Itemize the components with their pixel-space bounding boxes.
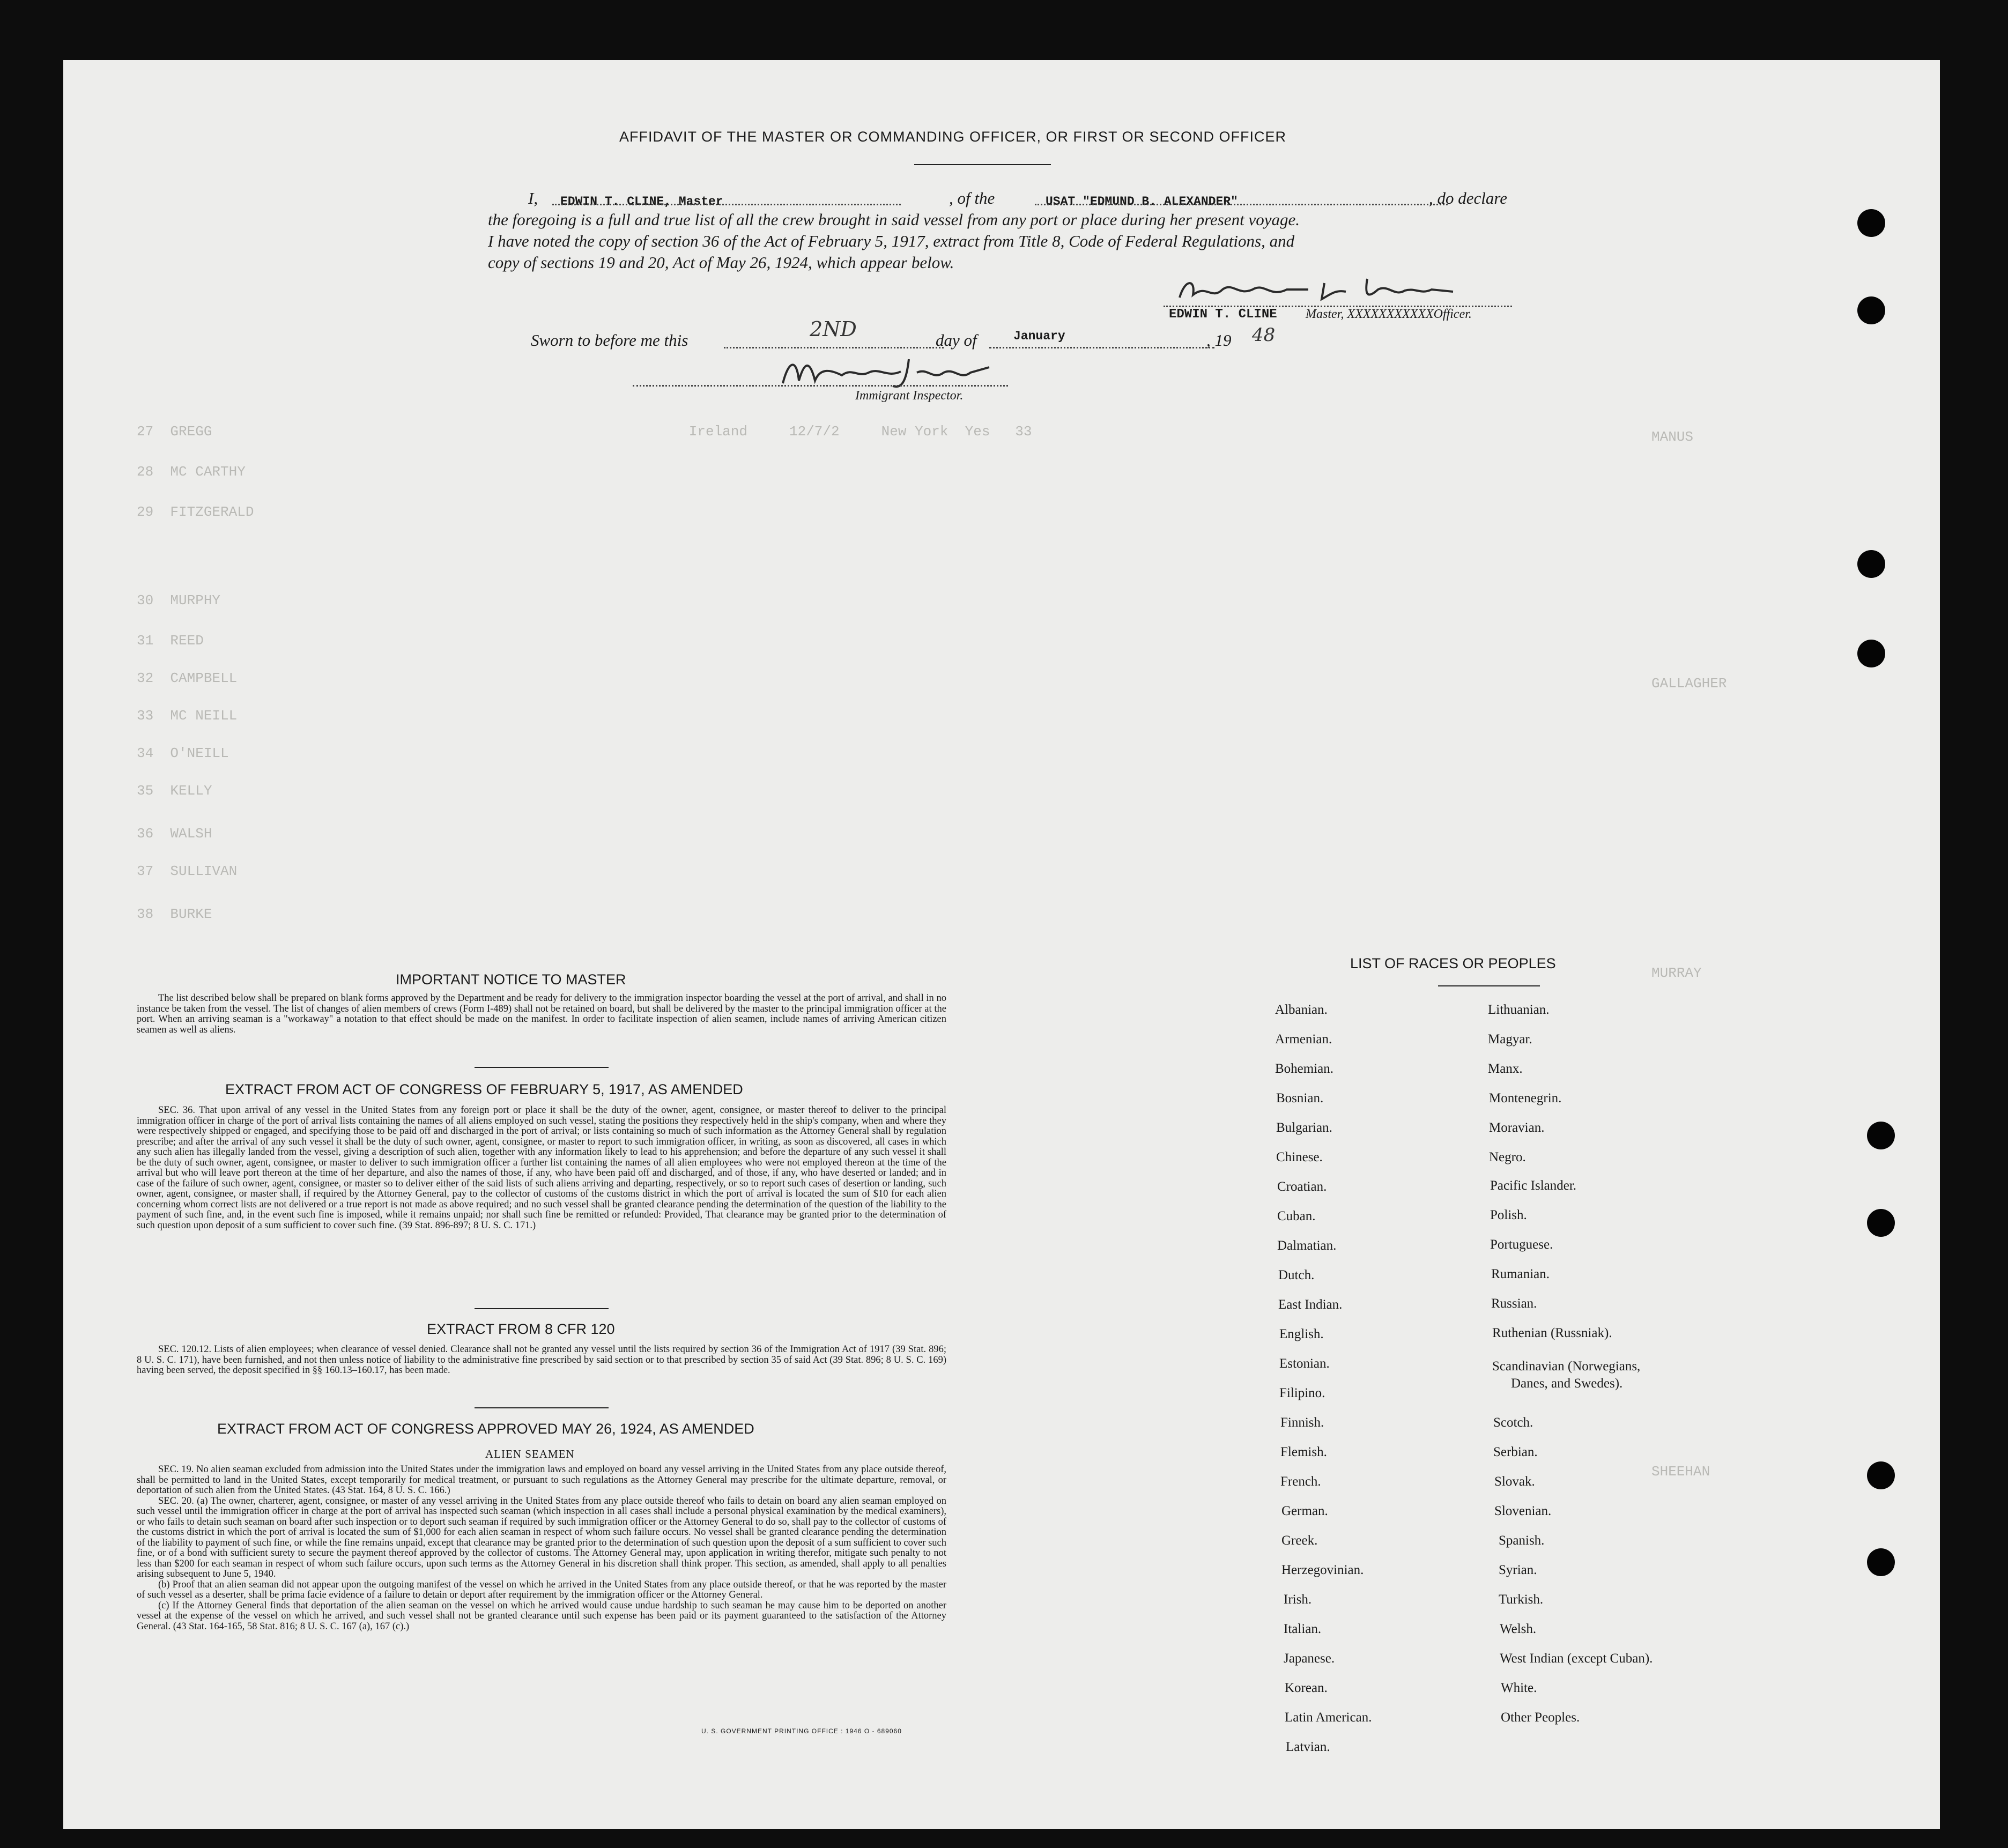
important-notice-text: The list described below shall be prepared on blank forms approved by the Department and be ready for delivery to the immigration inspector boarding the vessel at the port of arrival, and shall in no instance be taken from the vessel. The list of changes of alien members of crews (Form I-489) shall not be retained on board, but shall be delivered by the master to the principal immigration officer at the port. When an arriving seaman is a "workaway" a notation to that effect should be made on the manifest. In order to facilitate inspection of alien seamen, include names of arriving American citizen seamen as well as aliens.	[137, 993, 946, 1035]
race-item: Russian.	[1491, 1296, 1537, 1311]
race-item: Irish.	[1284, 1592, 1312, 1607]
sworn-day-value: 2ND	[810, 317, 857, 341]
race-item: Other Peoples.	[1501, 1710, 1580, 1725]
race-item: German.	[1281, 1504, 1328, 1518]
race-item: Negro.	[1489, 1150, 1526, 1164]
extract-1924-title: EXTRACT FROM ACT OF CONGRESS APPROVED MAY 26, 1924, AS AMENDED	[217, 1421, 754, 1437]
race-item: Croatian.	[1277, 1179, 1327, 1194]
race-item: Syrian.	[1499, 1563, 1537, 1577]
race-item: Dutch.	[1278, 1268, 1315, 1282]
binder-hole	[1867, 1548, 1895, 1576]
extract-1917-text: SEC. 36. That upon arrival of any vessel in the United States from any foreign port or place it shall be the duty of the owner, agent, consignee, or master thereof to deliver to the principal immigration officer in charge of the port of arrival lists containing the names of all aliens employed on such vessel, stating the positions they respectively held in the ship's company, when and where they were respectively shipped or engaged, and specifying those to be paid off and discharged in the port of arrival; or lists containing so much of such information as the Attorney General shall by regulation prescribe; and after the arrival of any such vessel it shall be the duty of such owner, agent, consignee, or master to report to such immigration officer, in writing, as soon as discovered, all cases in which any such alien has illegally landed from the vessel, giving a description of such alien, together with any information likely to lead to his apprehension; and before the departure of any such vessel it shall be the duty of such owner, agent, consignee, or master to deliver to such immigration officer a further list containing the names of all alien employees who were not employed thereon at the time of the arrival but who will leave port thereon at the time of her departure, and also the names of those, if any, who have been paid off and discharged, and of those, if any, who have deserted or landed; and in case of the failure of such owner, agent, consignee, or master so to deliver either of the said lists of such aliens arriving and departing, respectively, or so to report such cases of desertion or landing, such owner, agent, consignee, or master shall, if required by the Attorney General, pay to the collector of customs of the customs district in which the port of arrival is located the sum of $10 for each alien concerning whom correct lists are not delivered or a true report is not made as above required; and no such vessel shall be granted clearance pending the determination of the question of the liability to the payment of such fine, and, in the event such fine is imposed, while it remains unpaid; nor shall such fine be remitted or refunded: Provided, That clearance may be granted prior to the determination of such question upon deposit of a sum sufficient to cover such fine. (39 Stat. 896-897; 8 U. S. C. 171.)	[137, 1105, 946, 1231]
sec-20a-text: SEC. 20. (a) The owner, charterer, agent, consignee, or master of any vessel arriving in the United States from any place outside thereof who fails to detain on board any alien seaman employed on such vessel until the immigration officer in charge at the port of arrival has inspected such seaman (which inspection in all cases shall include a personal physical examination by the medical examiners), or who fails to detain such seaman on board after such inspection or to deport such seaman if required by such immigration officer or the Attorney General to do so, shall pay to the collector of customs of the customs district in which the port of arrival is located the sum of $1,000 for each alien seaman in respect of whom such failure occurs. No vessel shall be granted clearance pending the determination of the liability to payment of such fine, or while the fine remains unpaid, except that clearance may be granted prior to the determination of such question upon the deposit of a sum sufficient to cover such fine, or of a bond with sufficient surety to secure the payment thereof approved by the collector of customs. The Attorney General may, upon application in writing therefor, mitigate such penalty to not less than $200 for each seaman in respect of whom such failure occurs, upon such terms as the Attorney General in his discretion shall think proper. This section, as amended, shall apply to all penalties arising subsequent to June 5, 1940.	[137, 1495, 946, 1579]
race-item: Dalmatian.	[1277, 1238, 1337, 1253]
race-item: Slovak.	[1494, 1474, 1535, 1489]
signature-line	[1164, 306, 1512, 307]
sworn-day-line	[724, 347, 944, 348]
race-item: East Indian.	[1278, 1297, 1343, 1312]
binder-hole	[1867, 1122, 1895, 1149]
race-item: Filipino.	[1279, 1386, 1325, 1400]
i-label: I,	[528, 189, 538, 207]
sworn-label: Sworn to before me this	[531, 331, 688, 350]
race-item: Manx.	[1488, 1062, 1523, 1076]
race-item: Magyar.	[1488, 1032, 1532, 1047]
race-item: Serbian.	[1493, 1445, 1538, 1459]
inspector-line	[633, 385, 1008, 387]
race-item: Portuguese.	[1490, 1237, 1553, 1252]
race-item: Armenian.	[1275, 1032, 1332, 1047]
inspector-signature	[772, 351, 997, 394]
sec-19-text: SEC. 19. No alien seaman excluded from admission into the United States under the immigration laws and employed on board any vessel arriving in the United States from any place outside thereof, shall be permitted to land in the United States, except temporarily for medical treatment, or pursuant to such regulations as the Attorney General may prescribe for the ultimate departure, removal, or deportation of such alien from the United States. (43 Stat. 164, 8 U. S. C. 166.)	[137, 1464, 946, 1496]
race-item: White.	[1501, 1681, 1537, 1695]
race-item: Finnish.	[1280, 1415, 1324, 1430]
year-prefix-label: , 19	[1206, 331, 1232, 350]
binder-hole	[1867, 1461, 1895, 1489]
race-item: Latin American.	[1285, 1710, 1372, 1725]
race-item: Polish.	[1490, 1208, 1527, 1222]
race-item: Greek.	[1281, 1533, 1318, 1548]
affidavit-line-3: I have noted the copy of section 36 of the Act of February 5, 1917, extract from Title 8, Code of Federal Regulations, and	[488, 232, 1295, 250]
race-item: Japanese.	[1284, 1651, 1335, 1666]
extract-cfr-title: EXTRACT FROM 8 CFR 120	[427, 1321, 615, 1337]
race-item: Latvian.	[1286, 1740, 1330, 1754]
divider	[475, 1407, 609, 1408]
important-notice-title: IMPORTANT NOTICE TO MASTER	[396, 971, 626, 988]
master-name-value: EDWIN T. CLINE, Master	[560, 195, 723, 209]
binder-hole	[1857, 209, 1885, 237]
race-item: Ruthenian (Russniak).	[1492, 1326, 1612, 1340]
race-item: Bosnian.	[1276, 1091, 1324, 1105]
race-item: Pacific Islander.	[1490, 1178, 1577, 1193]
race-item: Scandinavian (Norwegians,	[1492, 1359, 1641, 1374]
affidavit-title: AFFIDAVIT OF THE MASTER OR COMMANDING OFFICER, OR FIRST OR SECOND OFFICER	[619, 129, 1287, 145]
affidavit-line-2: the foregoing is a full and true list of all the crew brought in said vessel from any port or place during her present voyage.	[488, 210, 1300, 229]
race-item: Herzegovinian.	[1281, 1563, 1364, 1577]
extract-1924-body	[137, 1465, 946, 1632]
race-item: Welsh.	[1500, 1622, 1537, 1636]
race-item: Slovenian.	[1494, 1504, 1552, 1518]
binder-hole	[1857, 550, 1885, 578]
binder-hole	[1867, 1209, 1895, 1237]
title-underline	[914, 164, 1051, 165]
race-item: Estonian.	[1279, 1356, 1330, 1371]
race-item: Italian.	[1284, 1622, 1322, 1636]
extract-cfr-text: SEC. 120.12. Lists of alien employees; when clearance of vessel denied. Clearance shall not be granted any vessel until the lists required by section 36 of the Immigration Act of 1917 (39 Stat. 896; 8 U. S. C. 171), have been furnished, and not then unless notice of liability to the administrative fine prescribed by said section or to that prescribed by section 35 of said Act (39 Stat. 896; 8 U. S. C. 169) having been served, the deposit specified in §§ 160.13–160.17, has been made.	[137, 1344, 946, 1376]
binder-hole	[1857, 640, 1885, 667]
sec-20b-text: (b) Proof that an alien seaman did not appear upon the outgoing manifest of the vessel on which he arrived in the United States from any place outside thereof, or that he was reported by the master of such vessel as a deserter, shall be prima facie evidence of a failure to detain or deport after requirement by the immigration officer or the Attorney General.	[137, 1579, 946, 1600]
race-item: French.	[1280, 1474, 1321, 1489]
race-item: Lithuanian.	[1488, 1003, 1550, 1017]
race-item: Moravian.	[1489, 1120, 1545, 1135]
affidavit-declaration	[488, 188, 1517, 273]
race-item: Cuban.	[1277, 1209, 1316, 1223]
declare-label: , do declare	[1429, 189, 1508, 207]
races-title: LIST OF RACES OR PEOPLES	[1350, 955, 1556, 971]
day-of-label: day of	[936, 331, 977, 350]
extract-1917-title: EXTRACT FROM ACT OF CONGRESS OF FEBRUARY 5, 1917, AS AMENDED	[225, 1081, 743, 1097]
races-title-underline	[1438, 985, 1540, 986]
race-item: Montenegrin.	[1489, 1091, 1562, 1105]
sworn-year-value: 48	[1252, 324, 1276, 346]
race-item: Chinese.	[1276, 1150, 1323, 1164]
race-item: Albanian.	[1275, 1003, 1328, 1017]
alien-seamen-subtitle: ALIEN SEAMEN	[485, 1448, 575, 1460]
affidavit-line-4: copy of sections 19 and 20, Act of May 26, 1924, which appear below.	[488, 253, 954, 272]
sworn-month-line	[989, 347, 1214, 348]
inspector-label: Immigrant Inspector.	[855, 389, 964, 403]
signer-role: Master, XXXXXXXXXXXOfficer.	[1306, 307, 1472, 321]
divider	[475, 1308, 609, 1309]
race-item: Scotch.	[1493, 1415, 1533, 1430]
race-item: Danes, and Swedes).	[1511, 1376, 1623, 1391]
vessel-name-value: USAT "EDMUND B. ALEXANDER"	[1046, 195, 1238, 209]
sworn-month-value: January	[1013, 329, 1065, 343]
race-item: Turkish.	[1499, 1592, 1544, 1607]
race-item: Korean.	[1285, 1681, 1328, 1695]
race-item: Rumanian.	[1491, 1267, 1550, 1281]
race-item: English.	[1279, 1327, 1324, 1341]
printer-imprint: U. S. GOVERNMENT PRINTING OFFICE : 1946 O - 689060	[701, 1727, 902, 1735]
race-item: Spanish.	[1499, 1533, 1545, 1548]
sec-20c-text: (c) If the Attorney General finds that deportation of the alien seaman on the vessel on which he arrived would cause undue hardship to such seaman he may cause him to be deported on another vessel at the expense of the vessel on which he arrived, and such vessel shall not be granted clearance until such expense has been paid or its payment guaranteed to the satisfaction of the Attorney General. (43 Stat. 164-165, 58 Stat. 816; 8 U. S. C. 167 (a), 167 (c).)	[137, 1600, 946, 1632]
of-label: , of the	[949, 189, 995, 207]
race-item: Bohemian.	[1275, 1062, 1334, 1076]
race-item: Flemish.	[1280, 1445, 1327, 1459]
race-item: Bulgarian.	[1276, 1120, 1332, 1135]
signer-typed-name: EDWIN T. CLINE	[1169, 307, 1277, 322]
divider	[475, 1067, 609, 1068]
race-item: West Indian (except Cuban).	[1500, 1651, 1653, 1666]
binder-hole	[1857, 296, 1885, 324]
